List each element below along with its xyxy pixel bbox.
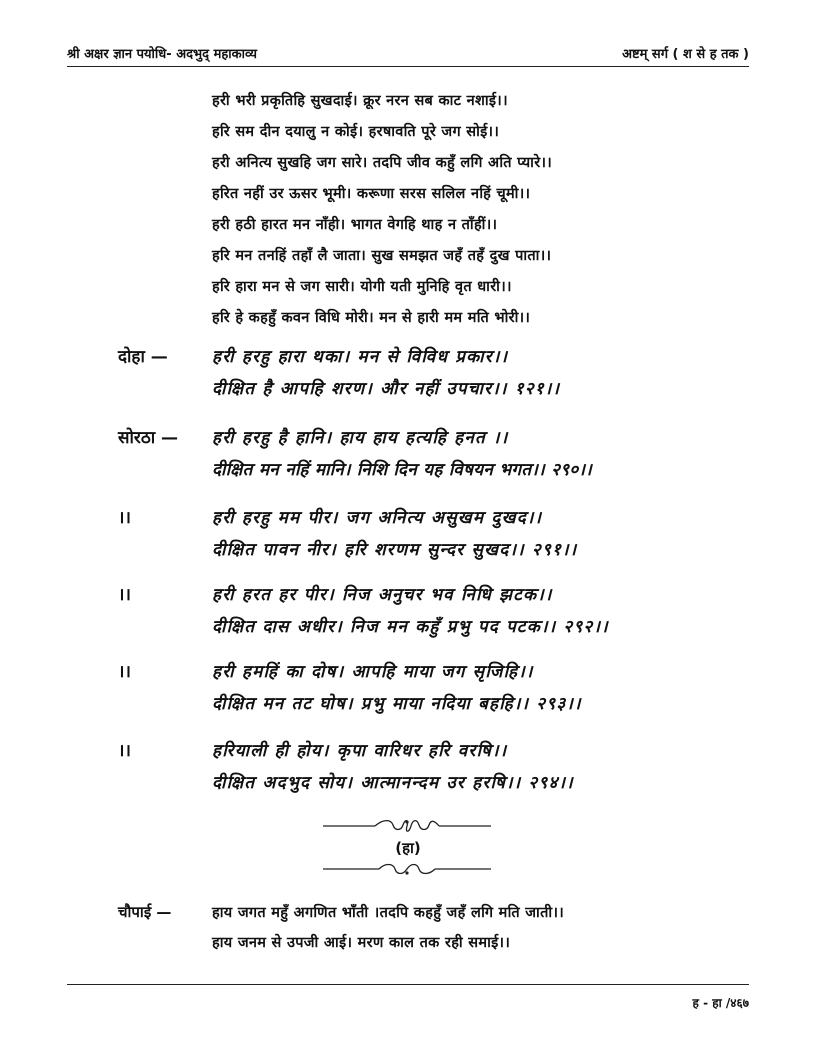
chaupai-line: हरि हे कहहुँ कवन विधि मोरी। मन से हारी मम मति भोरी।। bbox=[212, 310, 531, 326]
verse-label: ।। bbox=[118, 508, 131, 528]
verse-line: दीक्षित मन तट घोष। प्रभु माया नदिया बहहि।। २९३।। bbox=[212, 694, 582, 714]
chaupai-line: हरी हठी हारत मन नाँही। भागत वेगहि थाह न ताँहीं।। bbox=[212, 217, 498, 233]
verse-label: ।। bbox=[118, 662, 131, 682]
chaupai-line: हाय जनम से उपजी आई। मरण काल तक रही समाई।। bbox=[212, 935, 511, 951]
verse-label-chaupai: चौपाई — bbox=[118, 903, 172, 921]
verse-line: हरी हरत हर पीर। निज अनुचर भव निधि झटक।। bbox=[212, 585, 553, 605]
flourish-ornament bbox=[323, 860, 491, 878]
section-title: (हा) bbox=[395, 839, 421, 857]
verse-line: हरी हरहु मम पीर। जग अनित्य असुखम दुखद।। bbox=[212, 508, 543, 528]
verse-line: हरी हरहु है हानि। हाय हाय हत्यहि हनत ।। bbox=[212, 428, 509, 448]
verse-line: हरी हरहु हारा थका। मन से विविध प्रकार।। bbox=[212, 347, 509, 367]
verse-line: दीक्षित अदभुद सोय। आत्मानन्दम उर हरषि।। २९४।। bbox=[212, 773, 574, 793]
verse-label: ।। bbox=[118, 741, 131, 761]
verse-line: दीक्षित है आपहि शरण। और नहीं उपचार।। १२१।। bbox=[212, 379, 561, 399]
verse-line: दीक्षित मन नहिं मानि। निशि दिन यह विषयन भगत।। २९०।। bbox=[212, 460, 593, 480]
chaupai-line: हरि सम दीन दयालु न कोई। हरषावति पूरे जग सोई।। bbox=[212, 124, 500, 140]
verse-label-sortha: सोरठा — bbox=[118, 428, 179, 448]
chaupai-line: हरि हारा मन से जग सारी। योगी यती मुनिहि वृत धारी।। bbox=[212, 279, 512, 295]
verse-line: हरी हमहिं का दोष। आपहि माया जग सृजिहि।। bbox=[212, 662, 534, 682]
verse-label: ।। bbox=[118, 585, 131, 605]
chaupai-line: हरि मन तनहिं तहाँ लै जाता। सुख समझत जहँ तहँ दुख पाता।। bbox=[212, 248, 552, 264]
chaupai-line: हरी अनित्य सुखहि जग सारे। तदपि जीव कहुँ लगि अति प्यारे।। bbox=[212, 155, 553, 171]
verse-line: हरियाली ही होय। कृपा वारिधर हरि वरषि।। bbox=[212, 741, 508, 761]
chaupai-line: हरी भरी प्रकृतिहि सुखदाई। क्रूर नरन सब काट नशाई।। bbox=[212, 93, 508, 109]
chaupai-line: हरित नहीं उर ऊसर भूमी। करूणा सरस सलिल नहिं चूमी।। bbox=[212, 186, 531, 202]
verse-label-doha: दोहा — bbox=[118, 347, 168, 367]
flourish-ornament bbox=[323, 817, 491, 835]
verse-line: दीक्षित पावन नीर। हरि शरणम सुन्दर सुखद।। २९१।। bbox=[212, 540, 578, 560]
verse-line: दीक्षित दास अधीर। निज मन कहुँ प्रभु पद पटक।। २९२।। bbox=[212, 617, 609, 637]
page-number: ह - हा /४६७ bbox=[692, 996, 749, 1010]
footer-rule bbox=[67, 984, 749, 985]
header-chapter: अष्टम् सर्ग ( श से ह तक ) bbox=[622, 47, 749, 62]
chaupai-line: हाय जगत महुँ अगणित भाँती ।तदपि कहहुँ जहँ लगि मति जाती।। bbox=[212, 905, 565, 921]
header-rule bbox=[67, 66, 749, 67]
header-title: श्री अक्षर ज्ञान पयोधि- अदभुद् महाकाव्य bbox=[67, 47, 257, 62]
